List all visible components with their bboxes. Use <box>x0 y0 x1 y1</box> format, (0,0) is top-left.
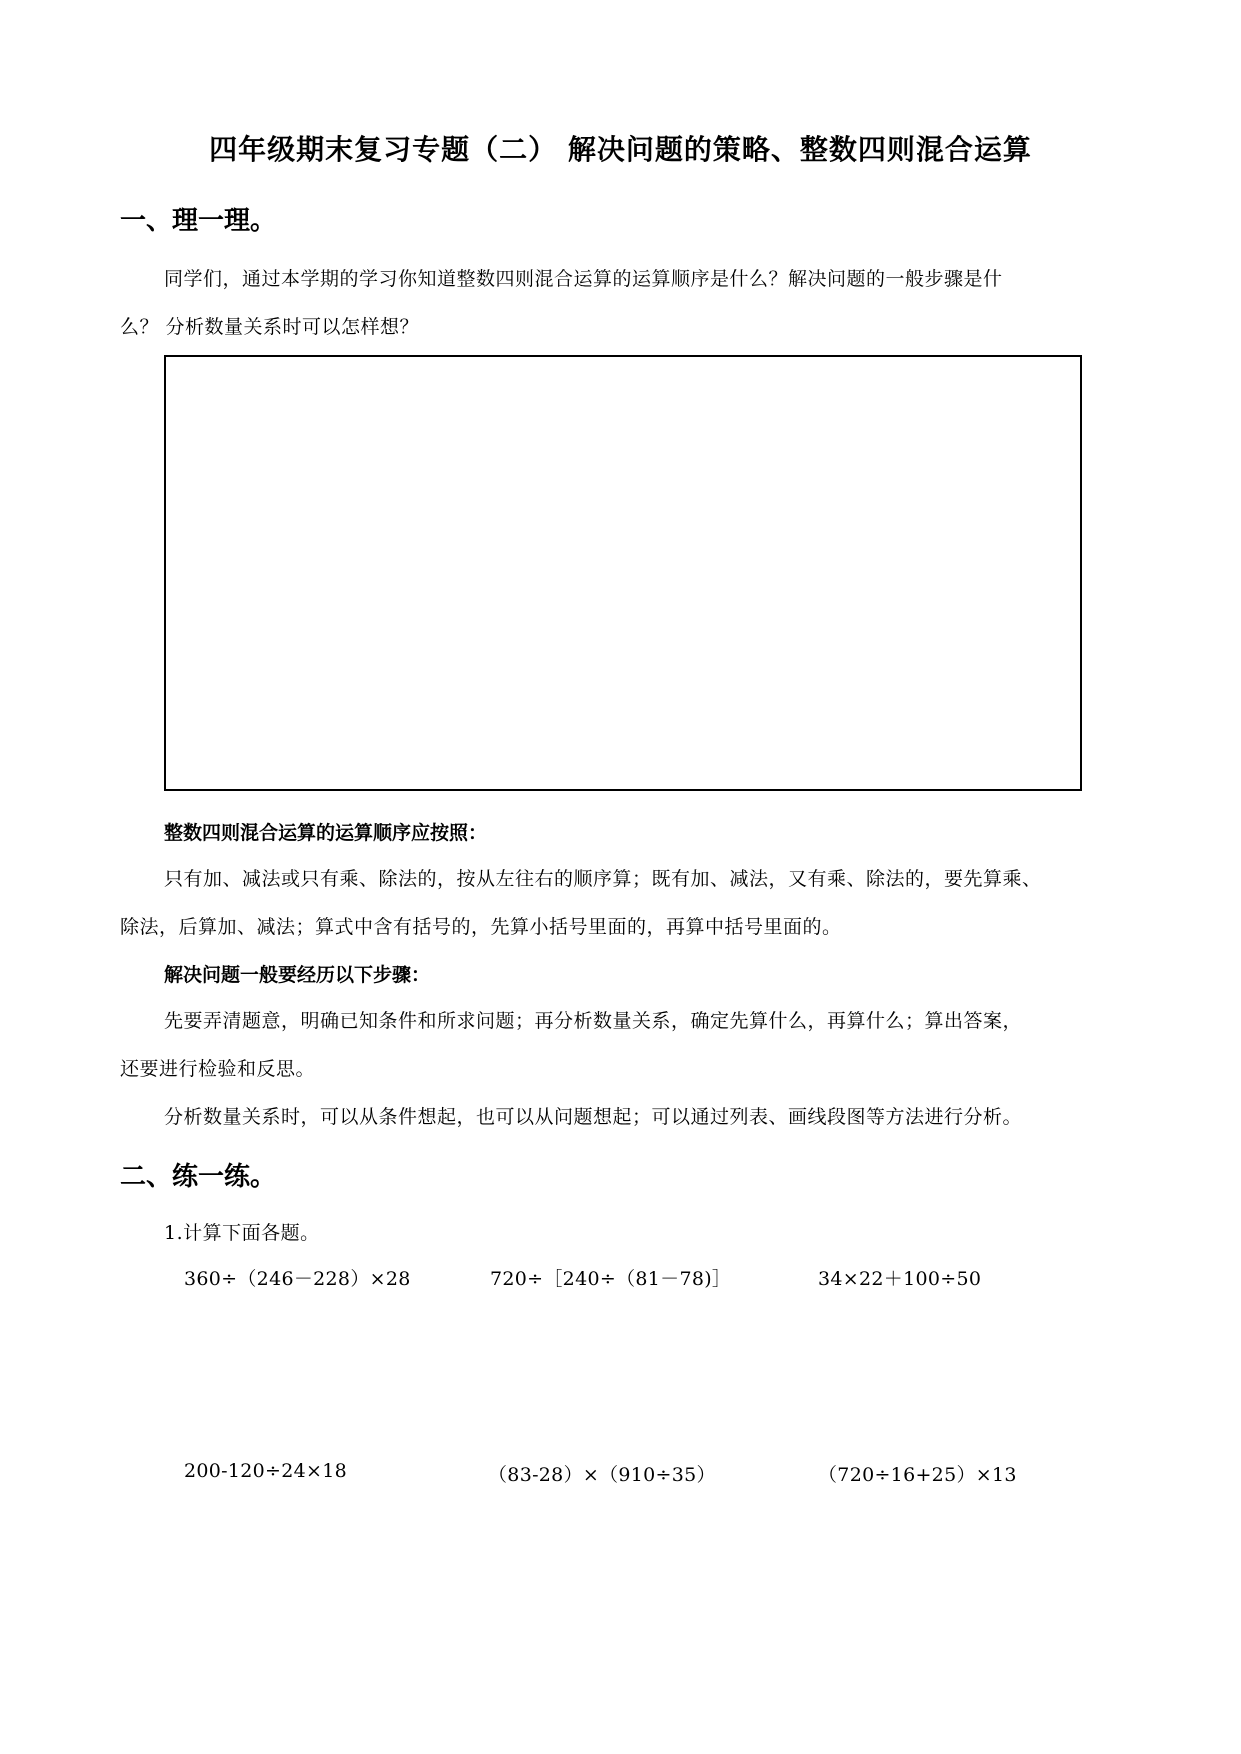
steps-line-1: 先要弄清题意，明确已知条件和所求问题；再分析数量关系，确定先算什么，再算什么；算出答案， <box>164 1010 1023 1032</box>
analysis-line: 分析数量关系时，可以从条件想起，也可以从问题想起；可以通过列表、画线段图等方法进行分析。 <box>164 1106 1023 1128</box>
steps-heading: 解决问题一般要经历以下步骤： <box>164 964 431 986</box>
steps-line-2: 还要进行检验和反思。 <box>120 1058 316 1080</box>
problem-2: 720÷［240÷（81－78)］ <box>490 1268 732 1290</box>
intro-line-2: 么？ 分析数量关系时可以怎样想？ <box>120 316 420 338</box>
problem-5: （83-28）×（910÷35） <box>488 1464 716 1486</box>
section-heading-review: 一、理一理。 <box>120 206 277 236</box>
order-line-2: 除法，后算加、减法；算式中含有括号的，先算小括号里面的，再算中括号里面的。 <box>120 916 842 938</box>
problem-6: （720÷16+25）×13 <box>818 1464 1017 1486</box>
section-heading-practice: 二、练一练。 <box>120 1162 277 1192</box>
order-line-1: 只有加、减法或只有乘、除法的，按从左往右的顺序算；既有加、减法，又有乘、除法的，要先算乘、 <box>164 868 1042 890</box>
problem-1: 360÷（246－228）×28 <box>184 1268 411 1290</box>
problem-3: 34×22＋100÷50 <box>818 1268 982 1290</box>
answer-box[interactable] <box>164 355 1082 791</box>
intro-line-1: 同学们，通过本学期的学习你知道整数四则混合运算的运算顺序是什么？解决问题的一般步骤是什 <box>164 268 1003 290</box>
problem-4: 200-120÷24×18 <box>184 1460 348 1482</box>
order-heading: 整数四则混合运算的运算顺序应按照： <box>164 822 488 844</box>
page-title: 四年级期末复习专题（二） 解决问题的策略、整数四则混合运算 <box>209 133 1032 166</box>
question-1-label: 1.计算下面各题。 <box>164 1222 320 1244</box>
